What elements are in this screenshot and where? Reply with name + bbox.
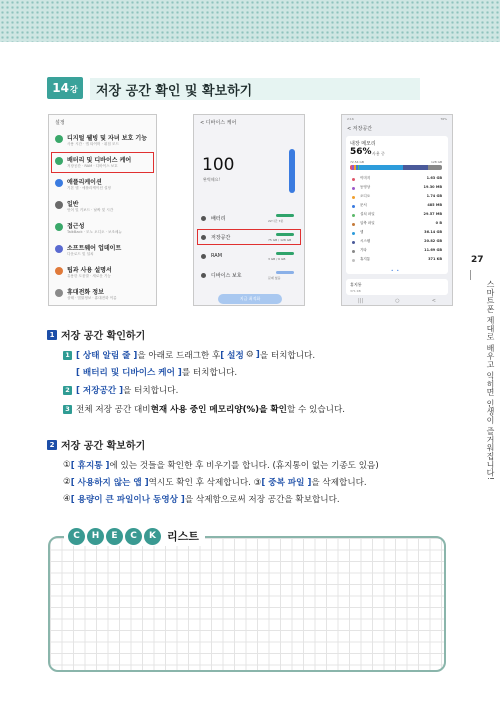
settings-item-title: 디지털 웰빙 및 자녀 보호 기능 [67, 135, 147, 142]
settings-item-subtitle: 유용한 도움말 · 새로운 기능 [67, 274, 111, 278]
storage-category-row[interactable] [352, 194, 442, 202]
status-bar [347, 117, 447, 121]
tip2-marker: ② [63, 477, 71, 487]
section2-title: 저장 공간 확보하기 [61, 441, 146, 452]
storage-bar-segment [359, 165, 403, 170]
storage-usage-bar [350, 165, 442, 170]
row-bar [276, 252, 294, 255]
gear-icon: ⚙ [245, 350, 254, 360]
tip1-marker: ① [63, 460, 71, 470]
category-color-dot [352, 178, 355, 181]
row-icon [201, 273, 206, 278]
category-name: 동영상 [360, 185, 371, 189]
step3-number: 3 [63, 405, 72, 414]
row-value: 3 GB / 6 GB [268, 257, 286, 261]
storage-category-row[interactable] [352, 239, 442, 247]
settings-list-item[interactable] [53, 285, 153, 305]
category-name: 오디오 [360, 194, 371, 198]
step1b-line [76, 366, 237, 378]
nav-bar [342, 298, 452, 304]
section1-number: 1 [47, 330, 57, 340]
step1-text-end: 을 터치합니다. [259, 351, 316, 361]
category-size: 29.57 MB [423, 212, 442, 216]
battery-device-care-keyword: [ 배터리 및 디바이스 케어 ] [76, 368, 182, 378]
check-letter: H [87, 528, 104, 545]
settings-item-title: 휴대전화 정보 [67, 289, 104, 296]
category-color-dot [352, 250, 355, 253]
category-color-dot [352, 196, 355, 199]
back-button[interactable]: < [431, 298, 436, 304]
settings-item-icon [55, 201, 63, 209]
settings-list-item[interactable] [53, 219, 153, 239]
category-size: 485 MB [427, 203, 442, 207]
settings-item-title: 소프트웨어 업데이트 [67, 245, 122, 252]
total-amount: 128 GB [430, 160, 442, 164]
row-bar [276, 271, 294, 274]
section1-heading [47, 327, 145, 342]
storage-category-row[interactable] [352, 176, 442, 184]
settings-item-icon [55, 223, 63, 231]
check-letter: C [125, 528, 142, 545]
settings-item-subtitle: 기본 앱 · 애플리케이션 설정 [67, 186, 111, 190]
category-color-dot [352, 214, 355, 217]
settings-list-item[interactable] [53, 263, 153, 283]
check-letter: E [106, 528, 123, 545]
settings-item-icon [55, 135, 63, 143]
highlight-box [197, 229, 301, 245]
row-value: 22시간 7분 [268, 219, 284, 223]
settings-item-subtitle: 상태 · 법률정보 · 휴대전화 이름 [67, 296, 117, 300]
settings-item-subtitle: TalkBack · 모노 오디오 · 보조메뉴 [67, 230, 122, 234]
step3-line [63, 403, 345, 415]
settings-item-subtitle: 다운로드 및 설치 [67, 252, 94, 256]
category-name: 압축 파일 [360, 221, 375, 225]
checklist-grid-box[interactable] [48, 536, 446, 672]
step2-line [63, 384, 178, 396]
settings-item-icon [55, 289, 63, 297]
highlight-box [51, 152, 154, 173]
row-label: RAM [211, 253, 223, 259]
settings-title: 설정 [55, 120, 65, 126]
category-color-dot [352, 241, 355, 244]
step1-text: 을 아래로 드래그한 후 [137, 351, 221, 361]
storage-card [346, 136, 448, 274]
lesson-unit: 강 [69, 85, 78, 94]
usage-percent: 56% [350, 147, 372, 157]
checklist-label: 리스트 [167, 530, 199, 543]
tip4-marker: ④ [63, 494, 71, 504]
settings-item-title: 일반 [67, 201, 79, 208]
trash-card[interactable] [346, 279, 448, 295]
settings-item-title: 배터리 및 디바이스 케어 [67, 157, 132, 164]
tip2-text: 역시도 확인 후 삭제합니다. ③ [148, 478, 262, 488]
category-name: 문서 [360, 203, 367, 207]
storage-category-row[interactable] [352, 221, 442, 229]
step3-emphasis: 현재 사용 중인 메모리양(%)을 확인 [150, 405, 287, 415]
category-size: 36.14 GB [424, 230, 442, 234]
lesson-number: 14 [52, 81, 69, 95]
category-name: 앱 [360, 230, 364, 234]
lesson-title: 저장 공간 확인 및 확보하기 [90, 78, 420, 100]
page-number: 27 [471, 255, 484, 265]
row-value: 75 GB / 128 GB [268, 238, 292, 242]
optimize-button[interactable]: 지금 최적화 [218, 294, 282, 304]
tip1-text: 에 있는 것들을 확인한 후 비우기를 합니다. (휴지통이 없는 기종도 있음) [109, 461, 379, 471]
tip4-text: 을 삭제함으로써 저장 공간을 확보합니다. [184, 495, 340, 505]
category-size: 1.74 GB [426, 194, 442, 198]
device-care-title: 디바이스 케어 [205, 120, 237, 126]
settings-list-item[interactable] [53, 197, 153, 217]
category-color-dot [352, 187, 355, 190]
care-score: 100 [202, 155, 235, 175]
storage-title: 저장공간 [352, 126, 373, 132]
tip4-line [63, 493, 340, 505]
internal-memory-label: 내장 메모리 [350, 141, 376, 147]
settings-item-icon [55, 179, 63, 187]
tip3-text: 을 삭제합니다. [311, 478, 367, 488]
pager-dots: • • [391, 268, 400, 273]
category-color-dot [352, 259, 355, 262]
storage-header: < 저장공간 [347, 126, 373, 132]
checklist-title [64, 526, 205, 546]
recent-apps-button[interactable]: ||| [358, 298, 364, 304]
settings-item-icon [55, 245, 63, 253]
settings-list-item[interactable] [53, 131, 153, 151]
category-size: 1.63 GB [426, 176, 442, 180]
category-name: 시스템 [360, 239, 371, 243]
storage-category-row[interactable] [352, 212, 442, 220]
storage-category-row[interactable] [352, 230, 442, 238]
category-color-dot [352, 223, 355, 226]
check-letter: K [144, 528, 161, 545]
status-time: 2:16 [347, 117, 354, 121]
care-score-sub: 완벽해요! [203, 177, 221, 182]
category-size: 11.69 GB [424, 248, 442, 252]
step1b-text: 를 터치합니다. [181, 368, 238, 378]
side-divider [470, 270, 471, 280]
device-care-row[interactable] [200, 211, 300, 227]
unused-apps-keyword: [ 사용하지 않는 앱 ] [70, 478, 149, 488]
settings-list-item[interactable] [53, 175, 153, 195]
step3-text: 전체 저장 공간 대비 [76, 405, 151, 415]
category-size: 0 B [435, 221, 442, 225]
settings-item-title: 팁과 사용 설명서 [67, 267, 112, 274]
step1-number: 1 [63, 351, 72, 360]
category-size: 19.30 MB [423, 185, 442, 189]
storage-keyword: [ 저장공간 ] [76, 386, 124, 396]
tip1-line [63, 459, 379, 471]
device-care-row[interactable] [200, 249, 300, 265]
row-label: 저장공간 [211, 235, 231, 241]
check-letter: C [68, 528, 85, 545]
home-button[interactable]: ○ [395, 298, 400, 304]
step2-text: 을 터치합니다. [123, 386, 179, 396]
settings-item-icon [55, 267, 63, 275]
trash-size: 371 KB [350, 289, 361, 293]
storage-category-row[interactable] [352, 203, 442, 211]
step3-text-end: 할 수 있습니다. [286, 405, 345, 415]
row-icon [201, 216, 206, 221]
category-color-dot [352, 232, 355, 235]
settings-item-title: 애플리케이션 [67, 179, 102, 186]
status-bar-keyword: [ 상태 알림 줄 ] [76, 351, 138, 361]
large-files-keyword: [ 용량이 큰 파일이나 동영상 ] [70, 495, 185, 505]
step1-line [63, 349, 315, 361]
category-color-dot [352, 205, 355, 208]
tip2-line [63, 476, 367, 488]
lesson-number-badge [47, 77, 83, 99]
top-decorative-band [0, 0, 500, 42]
storage-category-row[interactable] [352, 248, 442, 256]
settings-item-subtitle: 언어 및 키보드 · 날짜 및 시간 [67, 208, 114, 212]
row-icon [201, 254, 206, 259]
section1-title: 저장 공간 확인하기 [61, 331, 146, 342]
settings-item-title: 접근성 [67, 223, 85, 230]
section2-number: 2 [47, 440, 57, 450]
row-label: 배터리 [211, 216, 226, 222]
device-care-row[interactable] [200, 268, 300, 284]
duplicate-files-keyword: [ 중복 파일 ] [261, 478, 312, 488]
storage-screenshot [341, 114, 453, 306]
trash-name: 휴지통 [350, 282, 362, 287]
row-label: 디바이스 보호 [211, 273, 242, 279]
usage-percent-unit: 사용 중 [372, 151, 385, 156]
status-battery: 76% [440, 117, 447, 121]
trash-keyword: [ 휴지통 ] [70, 461, 110, 471]
category-name: 설치 파일 [360, 212, 375, 216]
settings-item-subtitle: 사용 시간 · 앱 타이머 · 취침 모드 [67, 142, 119, 146]
device-care-screenshot [193, 114, 305, 306]
settings-list-item[interactable] [53, 241, 153, 261]
settings-keyword-close: ] [255, 350, 260, 360]
category-size: 20.82 GB [424, 239, 442, 243]
storage-category-row[interactable] [352, 185, 442, 193]
settings-keyword: [ 설정 [220, 351, 244, 361]
row-bar [276, 214, 294, 217]
category-name: 이미지 [360, 176, 371, 180]
row-value: 문제 없음 [268, 276, 281, 280]
step2-number: 2 [63, 386, 72, 395]
storage-category-row[interactable] [352, 257, 442, 265]
storage-bar-segment [403, 165, 428, 170]
running-side-title: 스마트폰 제대로 배우고 익히면 인생이 즐거워집니다! [486, 280, 495, 481]
category-name: 기타 [360, 248, 367, 252]
category-size: 371 KB [428, 257, 442, 261]
category-name: 휴지통 [360, 257, 371, 261]
settings-screenshot [48, 114, 157, 306]
settings-item-subtitle: 저장공간 · RAM · 디바이스 보호 [67, 164, 118, 168]
storage-bar-segment [428, 165, 442, 170]
section2-heading [47, 437, 145, 452]
device-care-header: < 디바이스 케어 [200, 120, 237, 126]
score-gauge [289, 149, 295, 193]
used-amount: 72.54 GB [350, 160, 364, 164]
